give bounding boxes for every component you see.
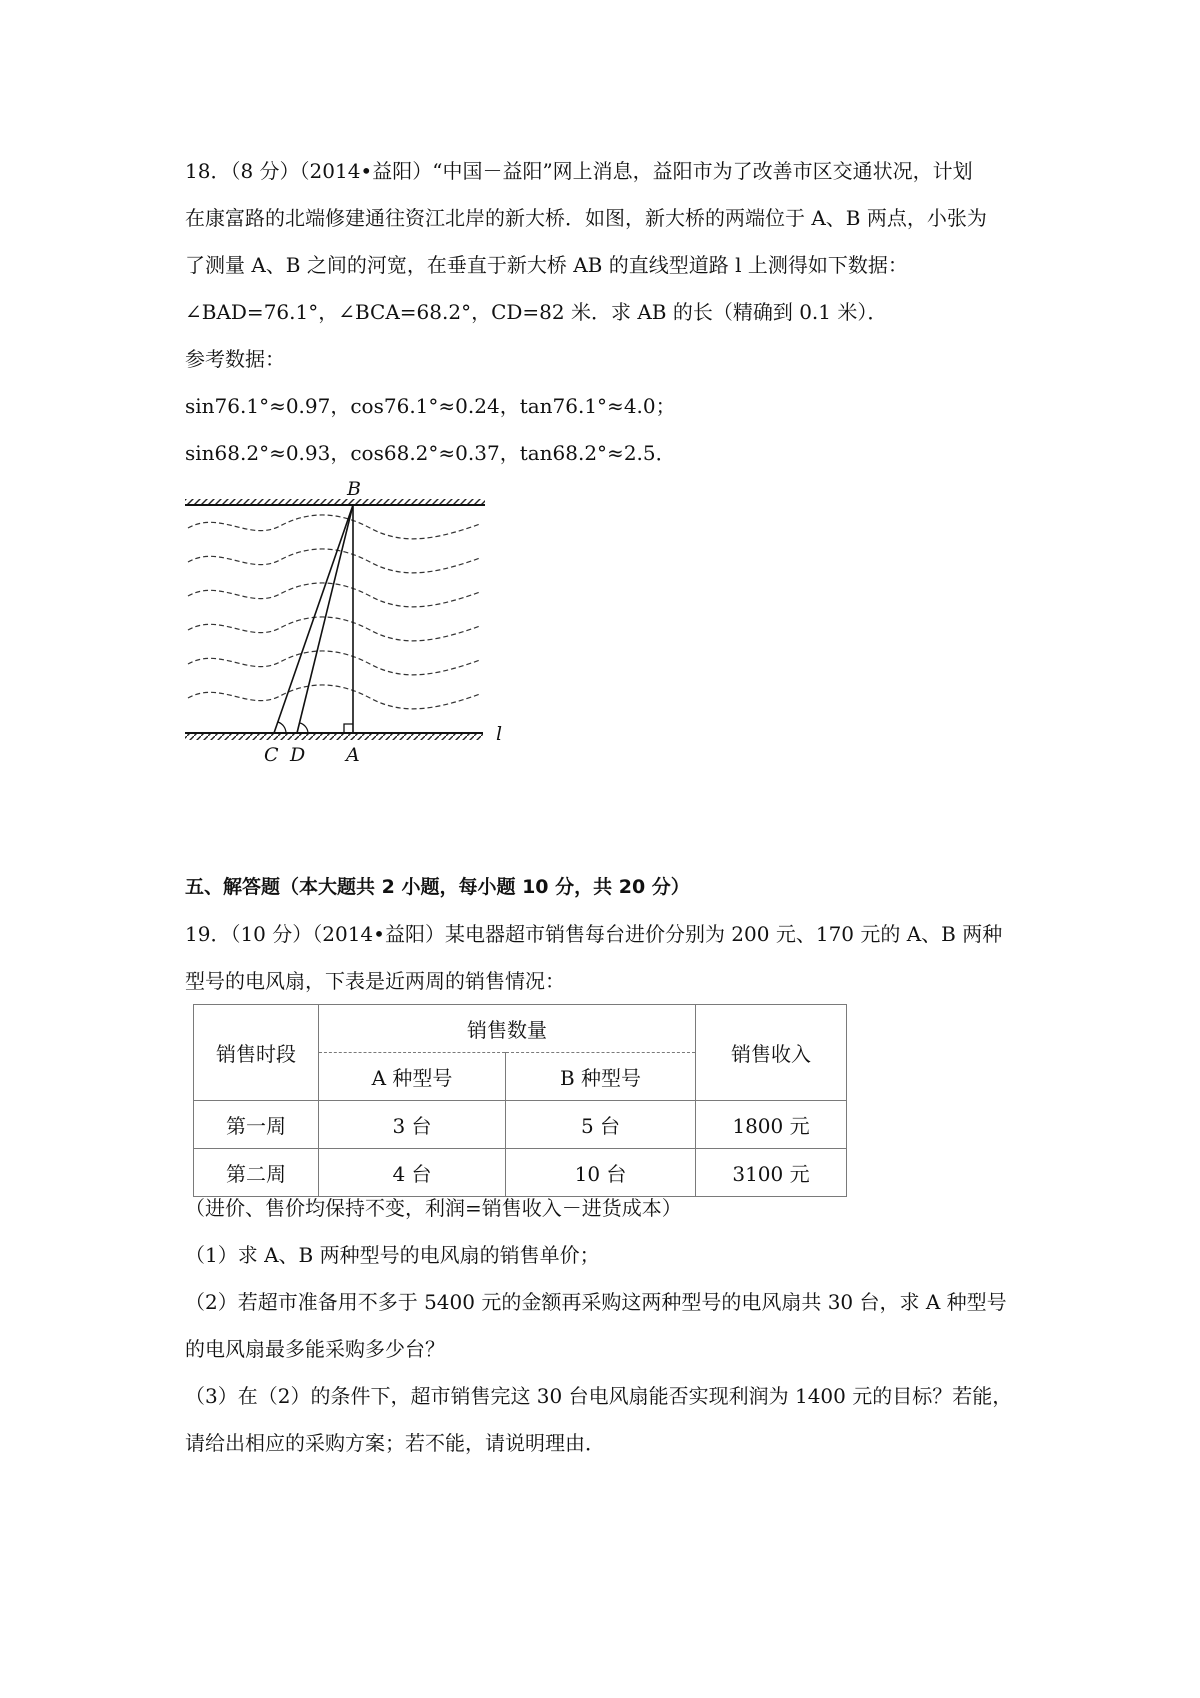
q19-part-3-line-2: 请给出相应的采购方案；若不能，请说明理由． <box>185 1431 605 1455</box>
header-period: 销售时段 <box>194 1005 319 1101</box>
north-bank <box>185 499 485 505</box>
row-type-a: 3 台 <box>319 1101 506 1149</box>
q19-part-2-line-1: （2）若超市准备用不多于 5400 元的金额再采购这两种型号的电风扇共 30 台，求 A 种型号 <box>185 1290 1007 1314</box>
q19-part-3-line-1: （3）在（2）的条件下，超市销售完这 30 台电风扇能否实现利润为 1400 元的目标？若能， <box>185 1384 1013 1408</box>
label-b: B <box>347 478 361 500</box>
angle-arc-c <box>278 722 286 733</box>
label-c: C <box>264 744 279 766</box>
q19-line-1: 19．（10 分）（2014•益阳）某电器超市销售每台进价分别为 200 元、170 元的 A、B 两种 <box>185 922 1003 946</box>
right-angle-mark <box>344 724 353 733</box>
q18-reference-label: 参考数据： <box>185 347 285 371</box>
label-d: D <box>290 744 306 766</box>
q19-part-2-line-2: 的电风扇最多能采购多少台？ <box>185 1337 445 1361</box>
segment-bc <box>274 505 353 733</box>
row-period: 第一周 <box>194 1101 319 1149</box>
q18-reference-line-2: sin68.2°≈0.93，cos68.2°≈0.37，tan68.2°≈2.5． <box>185 441 676 465</box>
label-l: l <box>496 723 503 745</box>
row-type-a: 4 台 <box>319 1149 506 1197</box>
header-type-b: B 种型号 <box>506 1053 696 1101</box>
table-row <box>194 1101 847 1149</box>
row-type-b: 10 台 <box>506 1149 696 1197</box>
header-revenue: 销售收入 <box>696 1005 847 1101</box>
q18-line-3: 了测量 A、B 之间的河宽，在垂直于新大桥 AB 的直线型道路 l 上测得如下数据： <box>185 253 908 277</box>
header-type-a: A 种型号 <box>319 1053 506 1101</box>
q19-line-2: 型号的电风扇，下表是近两周的销售情况： <box>185 969 565 993</box>
row-type-b: 5 台 <box>506 1101 696 1149</box>
q18-line-4: ∠BAD=76.1°，∠BCA=68.2°，CD=82 米．求 AB 的长（精确到 0.1 米）． <box>185 300 888 324</box>
river-bridge-figure <box>180 470 520 770</box>
q19-note: （进价、售价均保持不变，利润=销售收入－进货成本） <box>185 1196 682 1220</box>
section-5-heading: 五、解答题（本大题共 2 小题，每小题 10 分，共 20 分） <box>185 876 690 898</box>
q18-line-2: 在康富路的北端修建通往资江北岸的新大桥．如图，新大桥的两端位于 A、B 两点，小张为 <box>185 206 987 230</box>
row-revenue: 1800 元 <box>696 1101 847 1149</box>
road-l <box>185 733 483 740</box>
q18-line-1: 18．（8 分）（2014•益阳）“中国－益阳”网上消息，益阳市为了改善市区交通状况，计划 <box>185 159 973 183</box>
label-a: A <box>346 744 360 766</box>
table-row <box>194 1149 847 1197</box>
row-period: 第二周 <box>194 1149 319 1197</box>
angle-arc-d <box>300 723 308 733</box>
water-waves <box>188 515 480 709</box>
q18-reference-line-1: sin76.1°≈0.97，cos76.1°≈0.24，tan76.1°≈4.0； <box>185 394 676 418</box>
row-revenue: 3100 元 <box>696 1149 847 1197</box>
q19-part-1: （1）求 A、B 两种型号的电风扇的销售单价； <box>185 1243 600 1267</box>
header-quantity: 销售数量 <box>319 1005 696 1053</box>
sales-table <box>193 1004 847 1197</box>
